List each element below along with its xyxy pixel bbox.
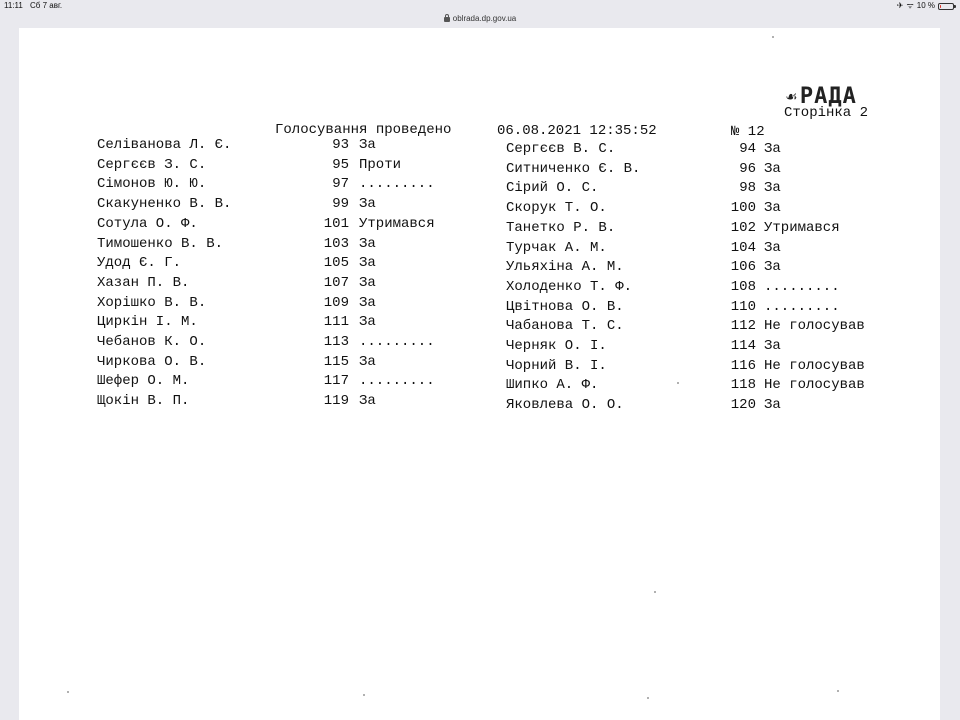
vote-result: За [359, 353, 376, 370]
seat-number: 111 [323, 314, 349, 331]
deputy-row [506, 219, 904, 238]
vote-result: ......... [359, 373, 435, 390]
vote-result: За [359, 255, 376, 272]
seat-number: 108 [730, 278, 756, 295]
deputy-row [97, 274, 499, 293]
vote-header-title: Голосування проведено [275, 122, 452, 138]
seat-number: 115 [323, 353, 349, 370]
logo-text: РАДА [799, 84, 857, 109]
wifi-icon: ᯤ [906, 1, 914, 10]
deputy-name: Скорук Т. О. [506, 200, 607, 217]
vote-result: За [764, 180, 781, 197]
vote-result: За [359, 314, 376, 331]
vote-result: За [764, 160, 781, 177]
vote-result: За [359, 393, 376, 410]
deputy-name: Холоденко Т. Ф. [506, 278, 633, 295]
seat-number: 116 [730, 357, 756, 374]
deputy-name: Хазан П. В. [97, 274, 190, 291]
deputy-name: Черняк О. І. [506, 338, 607, 354]
deputy-name: Сергєєв З. С. [97, 156, 207, 173]
status-time: 11:11 [4, 1, 23, 10]
seat-number: 112 [730, 318, 756, 335]
deputy-row [97, 235, 499, 254]
seat-number: 120 [730, 397, 756, 414]
deputy-row [506, 317, 904, 336]
deputy-name: Ситниченко Є. В. [506, 160, 641, 177]
address-bar[interactable] [0, 12, 960, 26]
vote-result: ......... [359, 334, 435, 350]
vote-result: За [764, 239, 781, 256]
deputy-row [97, 175, 499, 194]
vote-result: За [764, 338, 781, 354]
deputy-row [506, 199, 904, 218]
vote-result: За [764, 141, 781, 157]
deputy-name: Сірий О. С. [506, 180, 599, 197]
airplane-icon: ✈ [896, 1, 904, 10]
deputy-row [506, 278, 904, 297]
deputy-name: Сотула О. Ф. [97, 215, 198, 232]
deputy-row [506, 258, 904, 277]
deputy-row [97, 372, 499, 391]
vote-result: За [764, 259, 781, 276]
seat-number: 101 [323, 215, 349, 232]
vote-result: За [359, 196, 376, 213]
deputy-name: Чабанова Т. С. [506, 318, 624, 335]
scan-speck [837, 690, 839, 692]
deputy-row [506, 337, 904, 356]
vote-result: Утримався [764, 219, 840, 236]
vote-result: За [359, 235, 376, 252]
scan-speck [654, 591, 656, 593]
deputy-name: Удод Є. Г. [97, 255, 182, 272]
vote-result: За [359, 274, 376, 291]
seat-number: 117 [323, 373, 349, 390]
scan-speck [772, 36, 774, 38]
deputy-name: Щокін В. П. [97, 393, 190, 410]
deputy-name: Тимошенко В. В. [97, 235, 224, 252]
deputy-name: Циркін І. М. [97, 314, 198, 331]
deputy-name: Шипко А. Ф. [506, 377, 599, 394]
deputy-name: Хорішко В. В. [97, 294, 207, 311]
vote-result: За [359, 137, 376, 153]
status-bar [0, 0, 960, 12]
status-right [897, 0, 954, 12]
deputy-name: Скакуненко В. В. [97, 196, 232, 213]
vote-result: ......... [359, 176, 435, 193]
seat-number: 114 [730, 338, 756, 354]
deputy-row [97, 333, 499, 352]
vote-result: За [764, 397, 781, 414]
seat-number: 99 [332, 196, 349, 213]
deputy-name: Цвітнова О. В. [506, 298, 624, 315]
seat-number: 95 [332, 156, 349, 173]
deputy-name: Чиркова О. В. [97, 353, 207, 370]
document-page [19, 28, 940, 720]
vote-result: За [359, 294, 376, 311]
deputy-name: Селіванова Л. Є. [97, 137, 232, 153]
deputy-name: Сімонов Ю. Ю. [97, 176, 207, 193]
deputy-row [97, 215, 499, 234]
vote-result: Не голосував [764, 318, 865, 335]
deputy-row [97, 353, 499, 372]
seat-number: 105 [323, 255, 349, 272]
seat-number: 100 [730, 200, 756, 217]
seat-number: 93 [332, 137, 349, 153]
seat-number: 97 [332, 176, 349, 193]
deputy-name: Сергєєв В. С. [506, 141, 616, 157]
seat-number: 94 [739, 141, 756, 157]
deputy-name: Ульяхіна А. М. [506, 259, 624, 276]
seat-number: 113 [323, 334, 349, 350]
deputy-row [97, 294, 499, 313]
deputy-row [506, 140, 904, 159]
seat-number: 119 [323, 393, 349, 410]
deputy-name: Чебанов К. О. [97, 334, 207, 350]
battery-percent: 10 % [916, 1, 935, 10]
scan-speck [677, 382, 679, 384]
vote-result: Утримався [359, 215, 435, 232]
deputy-row [97, 313, 499, 332]
vote-result: ......... [764, 298, 840, 315]
battery-icon [938, 3, 954, 10]
deputy-row [97, 392, 499, 411]
deputy-row [506, 179, 904, 198]
deputy-row [97, 195, 499, 214]
vote-result: Не голосував [764, 377, 865, 394]
scan-speck [363, 694, 365, 696]
deputy-name: Чорний В. І. [506, 357, 607, 374]
emblem-icon: ☙ [786, 87, 798, 108]
deputy-row [506, 239, 904, 258]
seat-number: 102 [730, 219, 756, 236]
scan-speck [67, 691, 69, 693]
page-label: Сторінка 2 [784, 105, 869, 121]
vote-header-datetime: 06.08.2021 12:35:52 [497, 123, 657, 139]
deputy-name: Шефер О. М. [97, 373, 190, 390]
vote-result: Не голосував [764, 357, 865, 374]
lock-icon [444, 17, 450, 22]
seat-number: 109 [323, 294, 349, 311]
deputy-row [97, 156, 499, 175]
deputy-row [506, 160, 904, 179]
seat-number: 96 [739, 160, 756, 177]
status-date: Сб 7 авг. [30, 1, 63, 10]
seat-number: 110 [730, 298, 756, 315]
deputy-row [97, 136, 499, 155]
seat-number: 104 [730, 239, 756, 256]
vote-header-number: № 12 [731, 124, 765, 140]
deputy-row [506, 357, 904, 376]
seat-number: 103 [323, 235, 349, 252]
deputy-row [506, 376, 904, 395]
url-text: oblrada.dp.gov.ua [452, 14, 517, 23]
seat-number: 107 [323, 274, 349, 291]
deputy-name: Яковлева О. О. [506, 397, 624, 414]
vote-result: За [764, 200, 781, 217]
deputy-name: Турчак А. М. [506, 239, 607, 256]
deputy-row [506, 396, 904, 415]
seat-number: 98 [739, 180, 756, 197]
scan-speck [647, 697, 649, 699]
seat-number: 106 [730, 259, 756, 276]
deputy-name: Танетко Р. В. [506, 219, 616, 236]
vote-result: Проти [359, 156, 402, 173]
deputy-row [97, 254, 499, 273]
vote-result: ......... [764, 278, 840, 295]
deputy-row [506, 298, 904, 317]
seat-number: 118 [730, 377, 756, 394]
